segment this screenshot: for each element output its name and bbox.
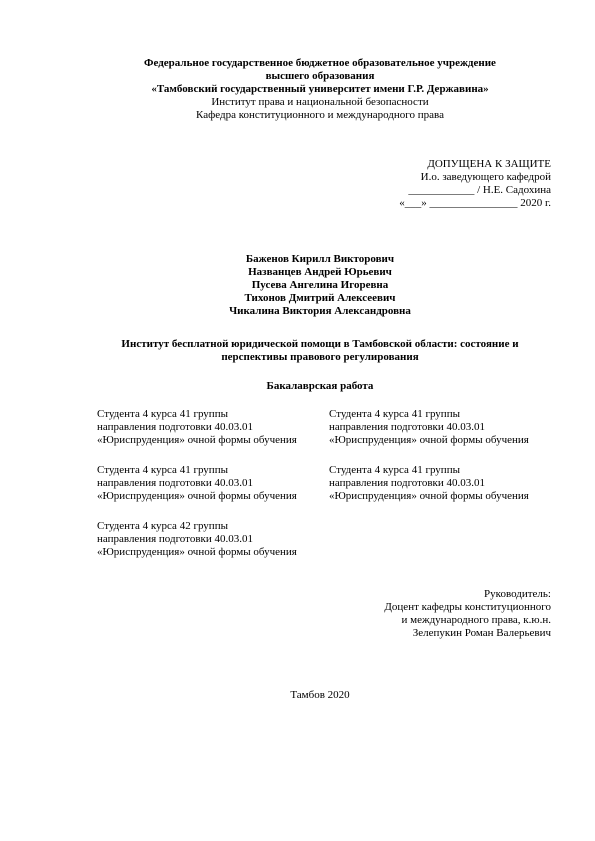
thesis-title-line: перспективы правового регулирования: [221, 351, 419, 363]
student-info: [97, 408, 327, 447]
supervisor-name: Зелепукин Роман Валерьевич: [412, 627, 551, 639]
supervisor-department: и международного права, к.ю.н.: [401, 614, 551, 626]
work-type: Бакалаврская работа: [266, 380, 374, 392]
student-direction: направления подготовки 40.03.01: [97, 421, 253, 433]
student-info: [97, 520, 327, 559]
author-name: Названцев Андрей Юрьевич: [248, 266, 392, 278]
student-course: Студента 4 курса 41 группы: [97, 464, 228, 476]
student-info: [329, 464, 559, 503]
student-program: «Юриспруденция» очной формы обучения: [97, 546, 297, 558]
supervisor-position: Доцент кафедры конституционного: [384, 601, 551, 613]
header-line-department: Кафедра конституционного и международного права: [196, 109, 444, 121]
student-course: Студента 4 курса 41 группы: [97, 408, 228, 420]
supervisor-label: Руководитель:: [484, 588, 551, 600]
approval-date: «___» ________________ 2020 г.: [399, 197, 551, 209]
approval-heading: ДОПУЩЕНА К ЗАЩИТЕ: [427, 158, 551, 170]
header-line-institution-type: Федеральное государственное бюджетное образовательное учреждение: [144, 57, 496, 69]
header-line-institute: Институт права и национальной безопасности: [211, 96, 429, 108]
author-name: Тихонов Дмитрий Алексеевич: [244, 292, 396, 304]
supervisor-block: [384, 588, 551, 640]
thesis-title-line: Институт бесплатной юридической помощи в Тамбовской области: состояние и: [121, 338, 519, 350]
student-direction: направления подготовки 40.03.01: [329, 477, 485, 489]
approval-block: [399, 158, 551, 210]
university-header: [60, 57, 580, 122]
student-direction: направления подготовки 40.03.01: [97, 477, 253, 489]
author-name: Чикалина Виктория Александровна: [229, 305, 411, 317]
student-info: [329, 408, 559, 447]
author-name: Баженов Кирилл Викторович: [245, 253, 395, 265]
student-direction: направления подготовки 40.03.01: [329, 421, 485, 433]
authors-list: [60, 253, 580, 318]
header-line-university-name: «Тамбовский государственный университет имени Г.Р. Державина»: [151, 83, 489, 95]
approval-signature: ____________ / Н.Е. Садохина: [408, 184, 551, 196]
student-direction: направления подготовки 40.03.01: [97, 533, 253, 545]
student-info: [97, 464, 327, 503]
header-line-education-level: высшего образования: [265, 70, 375, 82]
student-course: Студента 4 курса 41 группы: [329, 464, 460, 476]
student-course: Студента 4 курса 42 группы: [97, 520, 228, 532]
student-program: «Юриспруденция» очной формы обучения: [97, 490, 297, 502]
student-program: «Юриспруденция» очной формы обучения: [329, 490, 529, 502]
city-year: Тамбов 2020: [290, 689, 350, 701]
author-name: Пусева Ангелина Игоревна: [251, 279, 389, 291]
student-program: «Юриспруденция» очной формы обучения: [329, 434, 529, 446]
student-program: «Юриспруденция» очной формы обучения: [97, 434, 297, 446]
student-course: Студента 4 курса 41 группы: [329, 408, 460, 420]
approval-position: И.о. заведующего кафедрой: [420, 171, 551, 183]
thesis-title: [60, 338, 580, 364]
